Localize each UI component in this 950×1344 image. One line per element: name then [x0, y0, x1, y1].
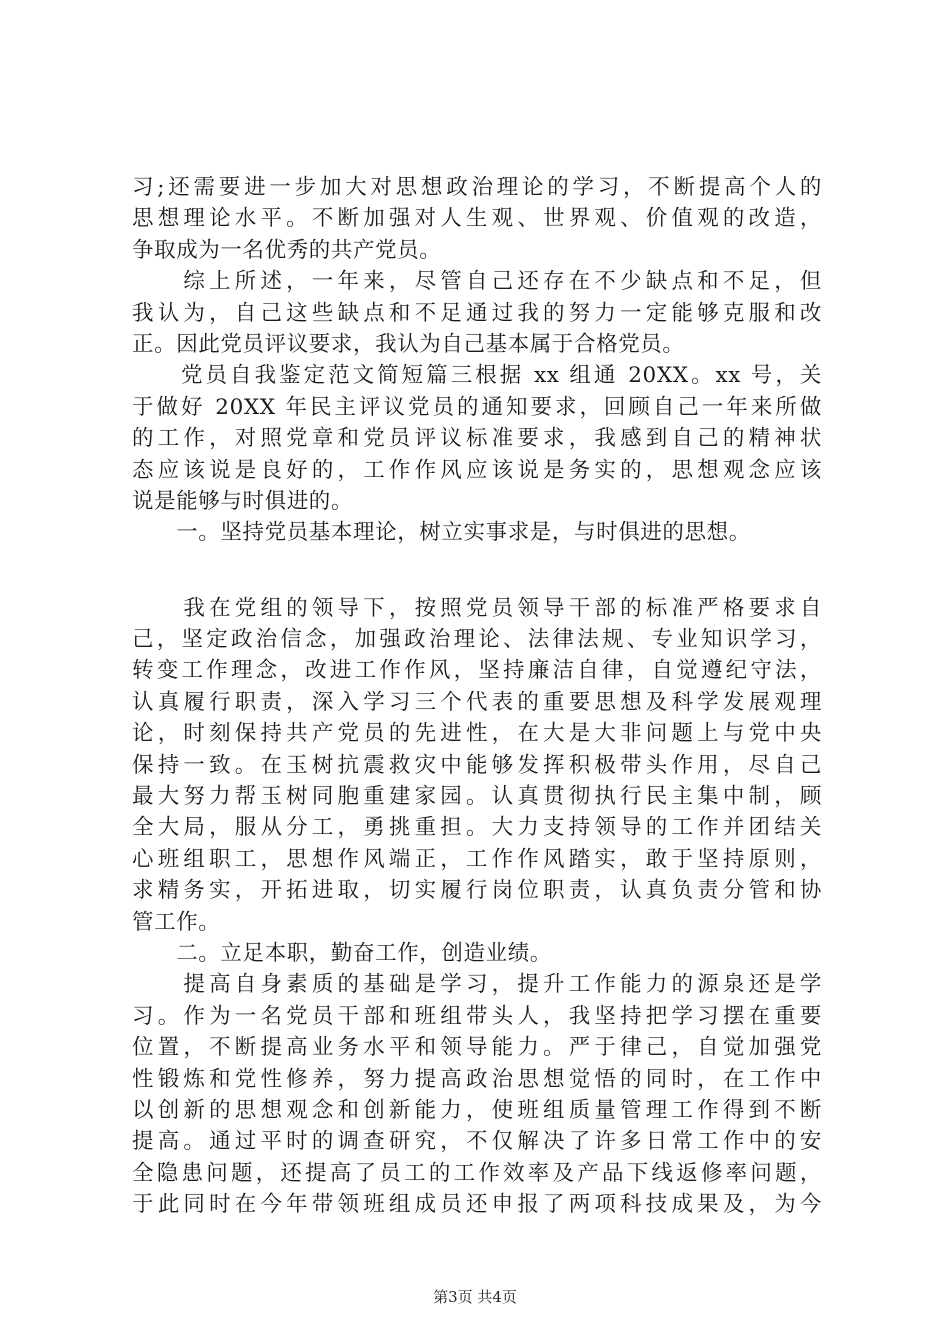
- text-line: 位置，不断提高业务水平和领导能力。严于律己，自觉加强党: [132, 1035, 822, 1061]
- text-line: 的工作，对照党章和党员评议标准要求，我感到自己的精神状: [132, 426, 822, 452]
- text-line: 于做好 20XX 年民主评议党员的通知要求，回顾自己一年来所做: [132, 394, 822, 420]
- page-number-label: 第3页 共4页: [433, 1288, 517, 1306]
- text-line: 己，坚定政治信念，加强政治理论、法律法规、专业知识学习，: [132, 627, 822, 653]
- text-line: 论，时刻保持共产党员的先进性，在大是大非问题上与党中央: [132, 721, 822, 747]
- text-line: 正。因此党员评议要求，我认为自己基本属于合格党员。: [132, 331, 685, 357]
- text-line: 党员自我鉴定范文简短篇三根据 xx 组通 20XX。xx 号，关: [132, 363, 822, 389]
- text-line: 习。作为一名党员干部和班组带头人，我坚持把学习摆在重要: [132, 1003, 822, 1029]
- text-line: 我认为，自己这些缺点和不足通过我的努力一定能够克服和改: [132, 300, 822, 326]
- text-line: 转变工作理念，改进工作作风，坚持廉洁自律，自觉遵纪守法，: [132, 658, 822, 684]
- text-line: 争取成为一名优秀的共产党员。: [132, 237, 442, 263]
- text-line: 最大努力帮玉树同胞重建家园。认真贯彻执行民主集中制，顾: [132, 784, 822, 810]
- text-line: 说是能够与时俱进的。: [132, 488, 354, 514]
- text-line: 习;还需要进一步加大对思想政治理论的学习，不断提高个人的: [132, 175, 822, 200]
- text-line: 我在党组的领导下，按照党员领导干部的标准严格要求自: [132, 595, 822, 621]
- section-heading-1: 一。坚持党员基本理论，树立实事求是，与时俱进的思想。: [132, 520, 751, 546]
- text-line: 提高。通过平时的调查研究，不仅解决了许多日常工作中的安: [132, 1129, 822, 1155]
- text-line: 心班组职工，思想作风端正，工作作风踏实，敢于坚持原则，: [132, 846, 822, 872]
- text-line: 全大局，服从分工，勇挑重担。大力支持领导的工作并团结关: [132, 815, 822, 841]
- text-line: 思想理论水平。不断加强对人生观、世界观、价值观的改造，: [132, 206, 822, 232]
- text-line: 保持一致。在玉树抗震救灾中能够发挥积极带头作用，尽自己: [132, 752, 822, 778]
- section-heading-2: 二。立足本职，勤奋工作，创造业绩。: [132, 940, 552, 966]
- text-line: 提高自身素质的基础是学习，提升工作能力的源泉还是学: [132, 972, 822, 998]
- page-footer: [0, 1287, 950, 1307]
- text-line: 以创新的思想观念和创新能力，使班组质量管理工作得到不断: [132, 1097, 822, 1123]
- text-line: 性锻炼和党性修养，努力提高政治思想觉悟的同时，在工作中: [132, 1066, 822, 1092]
- body-text: [132, 172, 822, 1221]
- text-line: 综上所述，一年来，尽管自己还存在不少缺点和不足，但: [132, 269, 822, 295]
- text-line: 于此同时在今年带领班组成员还申报了两项科技成果及，为今: [132, 1192, 822, 1218]
- text-line: 认真履行职责，深入学习三个代表的重要思想及科学发展观理: [132, 689, 822, 715]
- text-line: 管工作。: [132, 909, 221, 935]
- paragraph-gap: [132, 549, 822, 593]
- text-line: 全隐患问题，还提高了员工的工作效率及产品下线返修率问题，: [132, 1160, 822, 1186]
- text-line: 态应该说是良好的，工作作风应该说是务实的，思想观念应该: [132, 457, 822, 483]
- text-line: 求精务实，开拓进取，切实履行岗位职责，认真负责分管和协: [132, 878, 822, 904]
